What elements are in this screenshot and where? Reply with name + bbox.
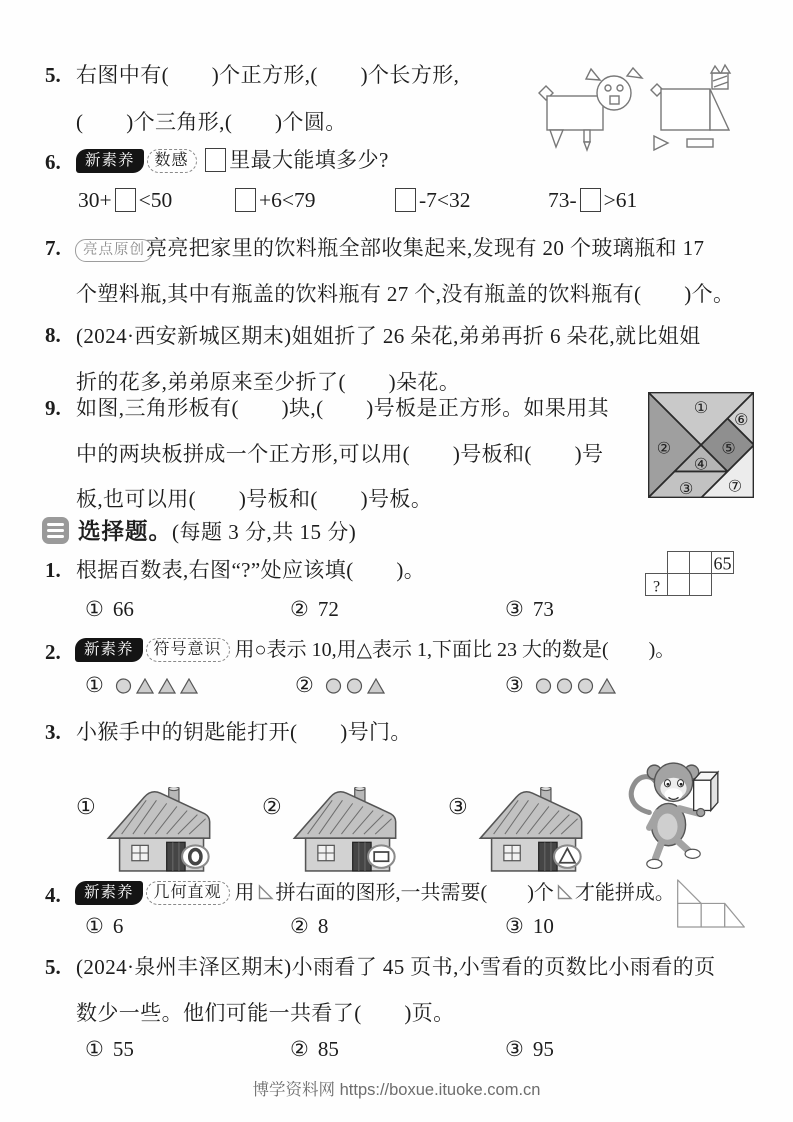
circle-shape-icon <box>577 675 594 700</box>
c2-number: 2. <box>45 640 61 664</box>
footer-site-name: 博学资料网 <box>252 1081 336 1099</box>
c4-line <box>75 880 675 907</box>
q6-equation-2 <box>232 188 316 213</box>
badge-geometry-intuition: 几何直观 <box>146 881 230 905</box>
option-value: 55 <box>112 1037 134 1061</box>
q6-line <box>76 147 389 174</box>
c5-option-2 <box>290 1037 339 1062</box>
c4-seg1: 用 <box>234 882 255 904</box>
c3-text: 小猴手中的钥匙能打开( )号门。 <box>76 720 412 744</box>
c2-option-2 <box>295 673 387 700</box>
q9-line-1: 如图,三角形板有( )块,( )号板是正方形。如果用其 <box>76 396 610 420</box>
section-three-icon <box>42 517 69 544</box>
c1-text: 根据百数表,右图“?”处应该填( )。 <box>76 558 426 582</box>
option-mark: ① <box>85 597 104 621</box>
triangle-shape-icon <box>158 675 176 700</box>
option-mark: ③ <box>505 673 524 697</box>
eq4-pre: 73- <box>548 188 577 212</box>
tangram-figure <box>648 392 754 498</box>
svg-text:③: ③ <box>679 480 694 498</box>
badge-new-literacy: 新素养 <box>75 881 143 905</box>
option-mark: ① <box>85 1037 104 1061</box>
option-mark: ③ <box>505 914 524 938</box>
monkey-illustration <box>620 750 728 876</box>
option-mark: ③ <box>505 597 524 621</box>
option-mark: ③ <box>505 1037 524 1061</box>
section-title: 选择题。 <box>78 519 173 544</box>
c5-option-3 <box>505 1037 554 1062</box>
q5-line-2: ( )个三角形,( )个圆。 <box>76 110 347 134</box>
badge-new-literacy: 新素养 <box>75 638 143 662</box>
q6-equation-3 <box>392 188 471 213</box>
c4-seg3: 才能拼成。 <box>574 882 675 904</box>
option-value: 95 <box>532 1037 554 1061</box>
c3-house-mark-3: ③ <box>448 794 468 819</box>
svg-text:⑤: ⑤ <box>721 440 736 458</box>
option-mark: ② <box>290 597 309 621</box>
triangle-shape-icon <box>136 675 154 700</box>
q8-line-1: (2024·西安新城区期末)姐姐折了 26 朵花,弟弟再折 6 朵花,就比姐姐 <box>76 324 701 348</box>
c4-number: 4. <box>45 883 61 907</box>
section-score: (每题 3 分,共 15 分) <box>172 520 357 544</box>
svg-text:⑦: ⑦ <box>727 478 743 496</box>
option-mark: ② <box>290 1037 309 1061</box>
shape-sequence <box>113 673 200 697</box>
q6-prompt: 里最大能填多少? <box>229 148 389 172</box>
c5-line-2: 数少一些。他们可能一共看了( )页。 <box>76 1001 455 1025</box>
blank-box <box>115 188 136 212</box>
q9-number: 9. <box>45 396 61 420</box>
circle-shape-icon <box>535 675 552 700</box>
badge-original: 亮点原创 <box>75 239 153 262</box>
c2-text: 用○表示 10,用△表示 1,下面比 23 大的数是( )。 <box>234 639 676 661</box>
option-value: 73 <box>532 597 554 621</box>
oval-lock-icon <box>190 849 201 863</box>
eq2-post: +6<79 <box>259 188 316 212</box>
q7-number: 7. <box>45 236 61 260</box>
house-3-icon <box>472 787 590 873</box>
blank-box <box>235 188 256 212</box>
house-2-icon <box>286 787 404 873</box>
c1-option-3 <box>505 597 554 622</box>
c4-option-2 <box>290 914 328 939</box>
option-mark: ① <box>85 914 104 938</box>
option-value: 66 <box>112 597 134 621</box>
c3-house-mark-2: ② <box>262 794 282 819</box>
q9-line-2: 中的两块板拼成一个正方形,可以用( )号板和( )号 <box>76 442 604 466</box>
q6-equation-1 <box>78 188 172 213</box>
circle-shape-icon <box>115 675 132 700</box>
option-value: 6 <box>112 914 124 938</box>
svg-text:①: ① <box>693 400 709 418</box>
section-three-header <box>78 514 356 546</box>
c5-number: 5. <box>45 955 61 979</box>
svg-text:②: ② <box>656 440 672 458</box>
dog-shape-figure <box>651 65 730 150</box>
circle-shape-icon <box>556 675 573 700</box>
q5-number: 5. <box>45 63 61 87</box>
q7-badge-wrap <box>75 236 153 263</box>
svg-text:⑥: ⑥ <box>734 411 749 429</box>
q7-line-2: 个塑料瓶,其中有瓶盖的饮料瓶有 27 个,没有瓶盖的饮料瓶有( )个。 <box>76 282 735 306</box>
c2-option-1 <box>85 673 200 700</box>
cuboid-key-icon <box>694 772 718 816</box>
q6-number: 6. <box>45 150 61 174</box>
monkey-head <box>647 763 698 801</box>
c2-line <box>75 637 675 664</box>
composite-shape-pieces <box>678 880 745 927</box>
monkey-body <box>647 803 700 868</box>
triangle-shape-icon <box>367 675 385 700</box>
chart-question-mark: ? <box>652 578 661 596</box>
option-value: 72 <box>317 597 339 621</box>
shape-animals-figure <box>533 60 735 154</box>
option-value: 8 <box>317 914 329 938</box>
eq1-pre: 30+ <box>78 188 112 212</box>
option-value: 85 <box>317 1037 339 1061</box>
c1-number: 1. <box>45 558 61 582</box>
eq4-post: >61 <box>603 188 638 212</box>
c3-number: 3. <box>45 720 61 744</box>
option-mark: ② <box>290 914 309 938</box>
c5-option-1 <box>85 1037 134 1062</box>
option-mark: ① <box>85 673 104 697</box>
shape-sequence <box>533 673 618 697</box>
q8-line-2: 折的花多,弟弟原来至少折了( )朵花。 <box>76 370 461 394</box>
rectangle-lock-icon <box>374 852 388 861</box>
c4-option-3 <box>505 914 554 939</box>
triangle-shape-icon <box>180 675 198 700</box>
eq3-post: -7<32 <box>419 188 471 212</box>
q9-line-3: 板,也可以用( )号板和( )号板。 <box>76 487 433 511</box>
q6-equation-4 <box>548 188 637 213</box>
c2-option-3 <box>505 673 618 700</box>
c5-line-1: (2024·泉州丰泽区期末)小雨看了 45 页书,小雪看的页数比小雨看的页 <box>76 955 716 979</box>
q8-number: 8. <box>45 323 61 347</box>
triangle-shape-icon <box>598 675 616 700</box>
c4-option-1 <box>85 914 123 939</box>
blank-box <box>580 188 601 212</box>
house-1-icon <box>100 787 218 873</box>
svg-text:④: ④ <box>693 456 709 474</box>
right-triangle-icon <box>257 884 274 901</box>
footer <box>0 1076 793 1100</box>
right-triangle-icon <box>556 884 573 901</box>
q7-line-1: 亮亮把家里的饮料瓶全部收集起来,发现有 20 个玻璃瓶和 17 <box>146 236 705 260</box>
badge-symbol-sense: 符号意识 <box>146 638 230 662</box>
pig-shape-figure <box>539 68 642 150</box>
blank-box <box>205 148 226 172</box>
option-mark: ② <box>295 673 314 697</box>
footer-url-link[interactable]: https://boxue.ituoke.com.cn <box>339 1081 541 1099</box>
monkey-tail <box>631 777 655 813</box>
badge-number-sense: 数感 <box>147 149 197 173</box>
c1-option-1 <box>85 597 134 622</box>
badge-new-literacy: 新素养 <box>76 149 144 173</box>
q5-line-1: 右图中有( )个正方形,( )个长方形, <box>76 63 460 87</box>
composite-shape-figure <box>676 878 746 930</box>
blank-box <box>395 188 416 212</box>
c3-house-mark-1: ① <box>76 794 96 819</box>
option-value: 10 <box>532 914 554 938</box>
c1-option-2 <box>290 597 339 622</box>
eq1-post: <50 <box>138 188 173 212</box>
circle-shape-icon <box>346 675 363 700</box>
hundred-chart-figure <box>645 551 735 597</box>
shape-sequence <box>323 673 387 697</box>
c4-seg2: 拼右面的图形,一共需要( )个 <box>275 882 554 904</box>
chart-value-65: 65 <box>713 553 732 574</box>
circle-shape-icon <box>325 675 342 700</box>
